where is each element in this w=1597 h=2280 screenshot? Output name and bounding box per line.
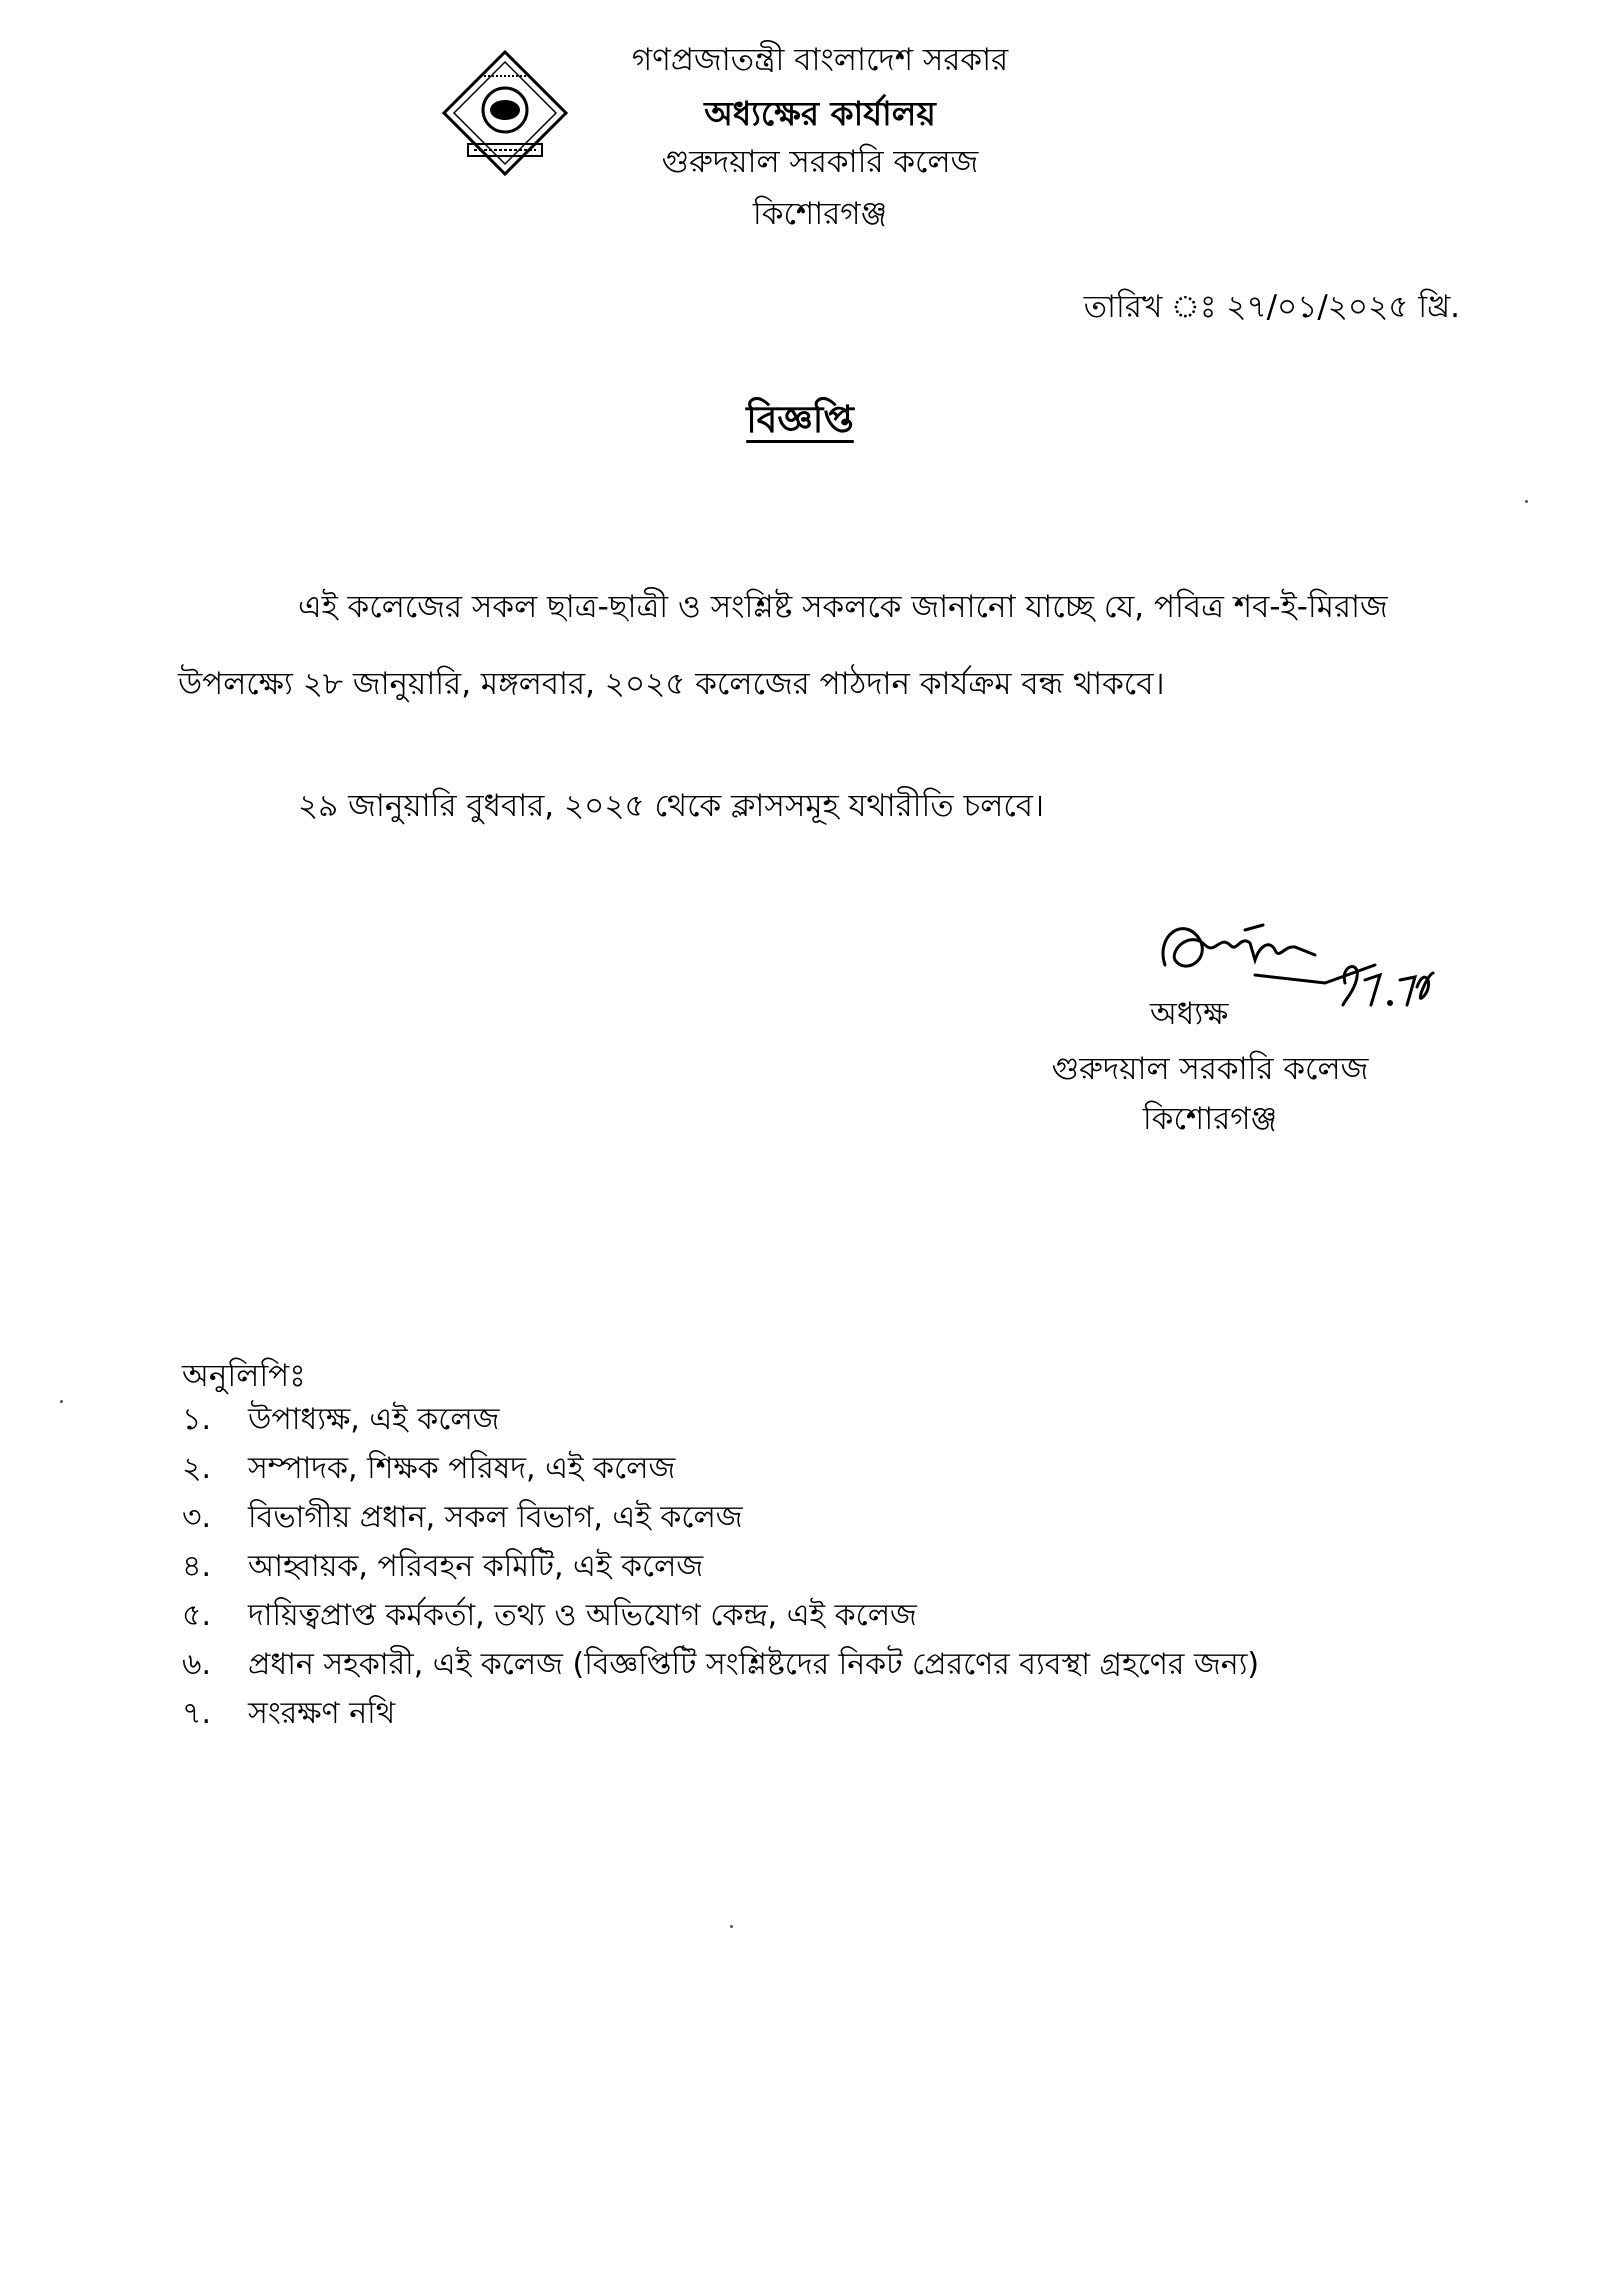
scan-speck: [60, 1400, 63, 1403]
paragraph-1-line-2: উপলক্ষ্যে ২৮ জানুয়ারি, মঙ্গলবার, ২০২৫ কলেজের পাঠদান কার্যক্রম বন্ধ থাকবে।: [178, 666, 1165, 702]
list-item-number: ৫.: [182, 1598, 212, 1633]
copy-to-label: অনুলিপিঃ: [182, 1358, 306, 1394]
list-item-text: উপাধ্যক্ষ, এই কলেজ: [248, 1402, 500, 1437]
list-item-number: ৪.: [182, 1549, 212, 1584]
list-item-text: আহ্বায়ক, পরিবহন কমিটি, এই কলেজ: [248, 1549, 704, 1584]
list-item: [182, 1444, 1259, 1493]
list-item-text: প্রধান সহকারী, এই কলেজ (বিজ্ঞপ্তিটি সংশ্লিষ্টদের নিকট প্রেরণের ব্যবস্থা গ্রহণের জন্য): [248, 1647, 1260, 1682]
paragraph-2: ২৯ জানুয়ারি বুধবার, ২০২৫ থেকে ক্লাসসমূহ যথারীতি চলবে।: [298, 788, 1045, 824]
list-item-number: ৬.: [182, 1647, 212, 1682]
list-item-number: ২.: [182, 1451, 212, 1486]
list-item-text: সংরক্ষণ নথি: [248, 1696, 396, 1731]
list-item: [182, 1395, 1259, 1444]
office-name: অধ্যক্ষের কার্যালয়: [704, 94, 936, 133]
list-item: [182, 1640, 1259, 1689]
notice-title-text: বিজ্ঞপ্তি: [746, 398, 854, 441]
list-item-number: ১.: [182, 1402, 212, 1437]
government-name: গণপ্রজাতন্ত্রী বাংলাদেশ সরকার: [631, 42, 1009, 78]
notice-date: তারিখ ঃ ২৭/০১/২০২৫ খ্রি.: [1083, 289, 1460, 325]
notice-title: [600, 390, 1000, 453]
signatory-college: গুরুদয়াল সরকারি কলেজ: [1051, 1051, 1369, 1087]
signatory-place: কিশোরগঞ্জ: [1142, 1101, 1278, 1137]
college-name: গুরুদয়াল সরকারি কলেজ: [661, 144, 979, 180]
list-item-text: বিভাগীয় প্রধান, সকল বিভাগ, এই কলেজ: [248, 1500, 743, 1535]
list-item: [182, 1493, 1259, 1542]
list-item-text: সম্পাদক, শিক্ষক পরিষদ, এই কলেজ: [248, 1451, 676, 1486]
signatory-title: অধ্যক্ষ: [1150, 996, 1229, 1032]
college-location: কিশোরগঞ্জ: [752, 196, 888, 232]
scan-speck: [730, 1925, 733, 1928]
list-item-text: দায়িত্বপ্রাপ্ত কর্মকর্তা, তথ্য ও অভিযোগ কেন্দ্র, এই কলেজ: [248, 1598, 917, 1633]
paragraph-1-line-1: এই কলেজের সকল ছাত্র-ছাত্রী ও সংশ্লিষ্ট সকলকে জানানো যাচ্ছে যে, পবিত্র শব-ই-মিরাজ: [298, 589, 1388, 625]
list-item: [182, 1591, 1259, 1640]
list-item: [182, 1542, 1259, 1591]
scan-speck: [1525, 500, 1528, 503]
list-item: [182, 1689, 1259, 1738]
list-item-number: ৩.: [182, 1500, 212, 1535]
copy-to-list: [182, 1395, 1259, 1738]
list-item-number: ৭.: [182, 1696, 212, 1731]
